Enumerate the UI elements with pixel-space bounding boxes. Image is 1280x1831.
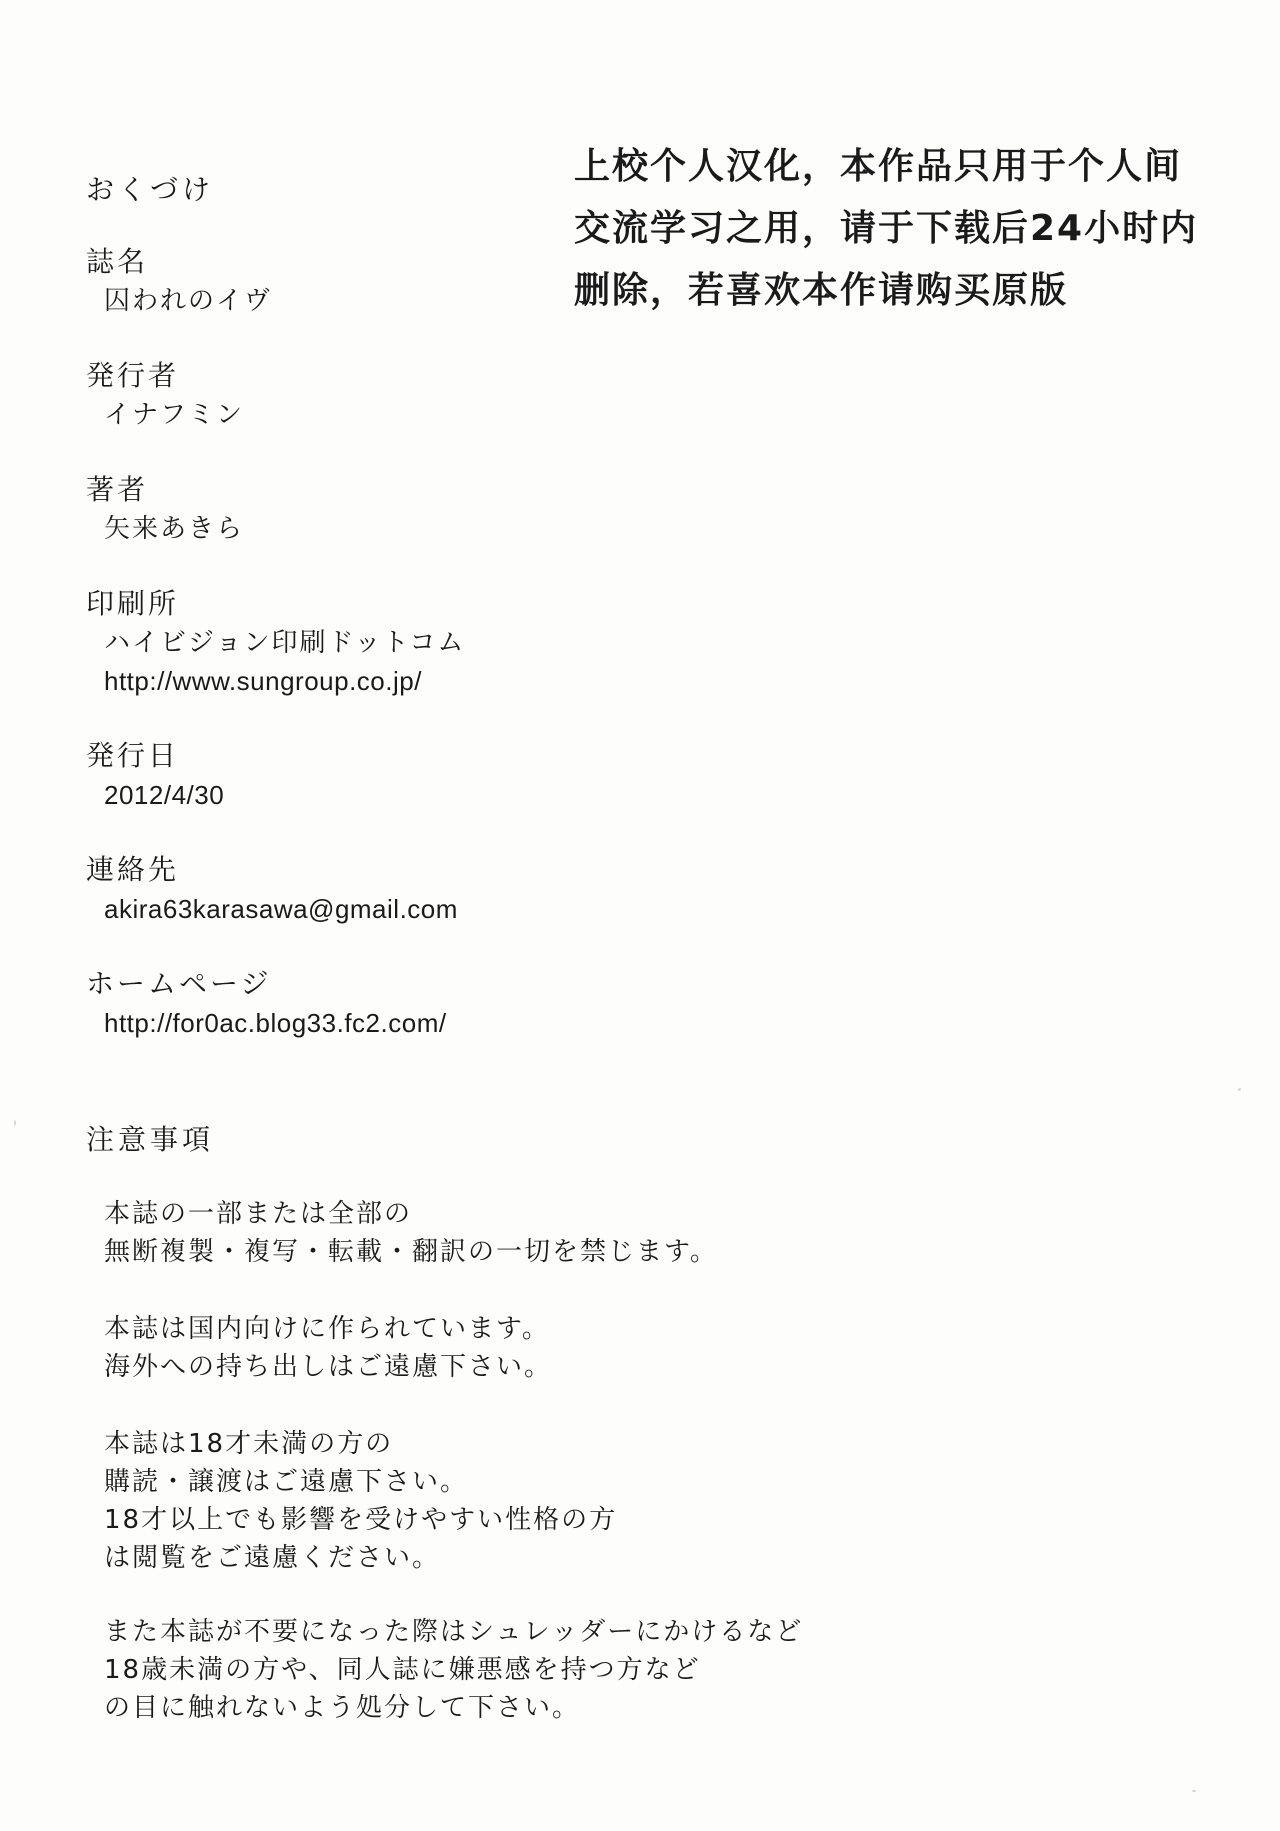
scan-speck [14, 1120, 16, 1126]
notice-paragraph [104, 1613, 803, 1727]
field-value-date: 2012/4/30 [104, 780, 225, 810]
translator-note-line: 交流学习之用，请于下载后24小时内 [574, 208, 1199, 249]
field-value-homepage: http://for0ac.blog33.fc2.com/ [104, 1008, 447, 1038]
notice-paragraph [104, 1195, 718, 1271]
notice-line: 購読・譲渡はご遠慮下さい。 [104, 1467, 469, 1497]
notice-line: 海外への持ち出しはご遠慮下さい。 [104, 1352, 553, 1382]
notice-paragraph [104, 1425, 617, 1577]
field-publisher [86, 356, 244, 434]
field-value-contact: akira63karasawa@gmail.com [104, 894, 458, 924]
field-title [86, 242, 272, 320]
translator-note-line: 上校个人汉化，本作品只用于个人间 [574, 146, 1183, 187]
notice-paragraph [104, 1310, 552, 1386]
notice-line: 18才以上でも影響を受けやすい性格の方 [104, 1505, 618, 1535]
notice-line: 18歳未満の方や、同人誌に嫌悪感を持つ方など [104, 1655, 701, 1685]
field-date [86, 736, 224, 814]
translator-note-line: 删除，若喜欢本作请购买原版 [574, 270, 1069, 311]
field-value-author: 矢来あきら [104, 514, 245, 544]
notice-line: 本誌は国内向けに作られています。 [104, 1314, 550, 1344]
field-author [86, 470, 244, 548]
translator-note [574, 136, 1214, 322]
field-value-publisher: イナフミン [104, 400, 245, 430]
field-label-printer: 印刷所 [86, 587, 180, 620]
field-label-date: 発行日 [86, 739, 180, 772]
scan-speck [1192, 1790, 1196, 1792]
notice-line: 本誌の一部または全部の [104, 1199, 413, 1229]
field-label-contact: 連絡先 [86, 853, 180, 886]
field-label-homepage: ホームページ [86, 967, 272, 1000]
notice-line: は閲覧をご遠慮ください。 [104, 1543, 441, 1573]
field-contact [86, 850, 458, 928]
field-value-printer-url: http://www.sungroup.co.jp/ [104, 666, 422, 696]
notice-line: 本誌は18才未満の方の [104, 1429, 394, 1459]
field-label-publisher: 発行者 [86, 359, 180, 392]
field-label-title: 誌名 [86, 245, 149, 278]
notice-line: また本誌が不要になった際はシュレッダーにかけるなど [104, 1617, 804, 1647]
field-value-printer-name: ハイビジョン印刷ドットコム [104, 628, 466, 658]
scan-speck [1238, 1088, 1241, 1091]
field-value-title: 囚われのイヴ [104, 286, 273, 316]
notice-line: の目に触れないよう処分して下さい。 [104, 1693, 581, 1723]
field-printer [86, 584, 465, 700]
field-label-author: 著者 [86, 473, 149, 506]
notice-title: 注意事項 [86, 1123, 215, 1156]
colophon-title: おくづけ [86, 173, 215, 206]
notice-line: 無断複製・複写・転載・翻訳の一切を禁じます。 [104, 1237, 718, 1267]
field-homepage [86, 964, 447, 1042]
